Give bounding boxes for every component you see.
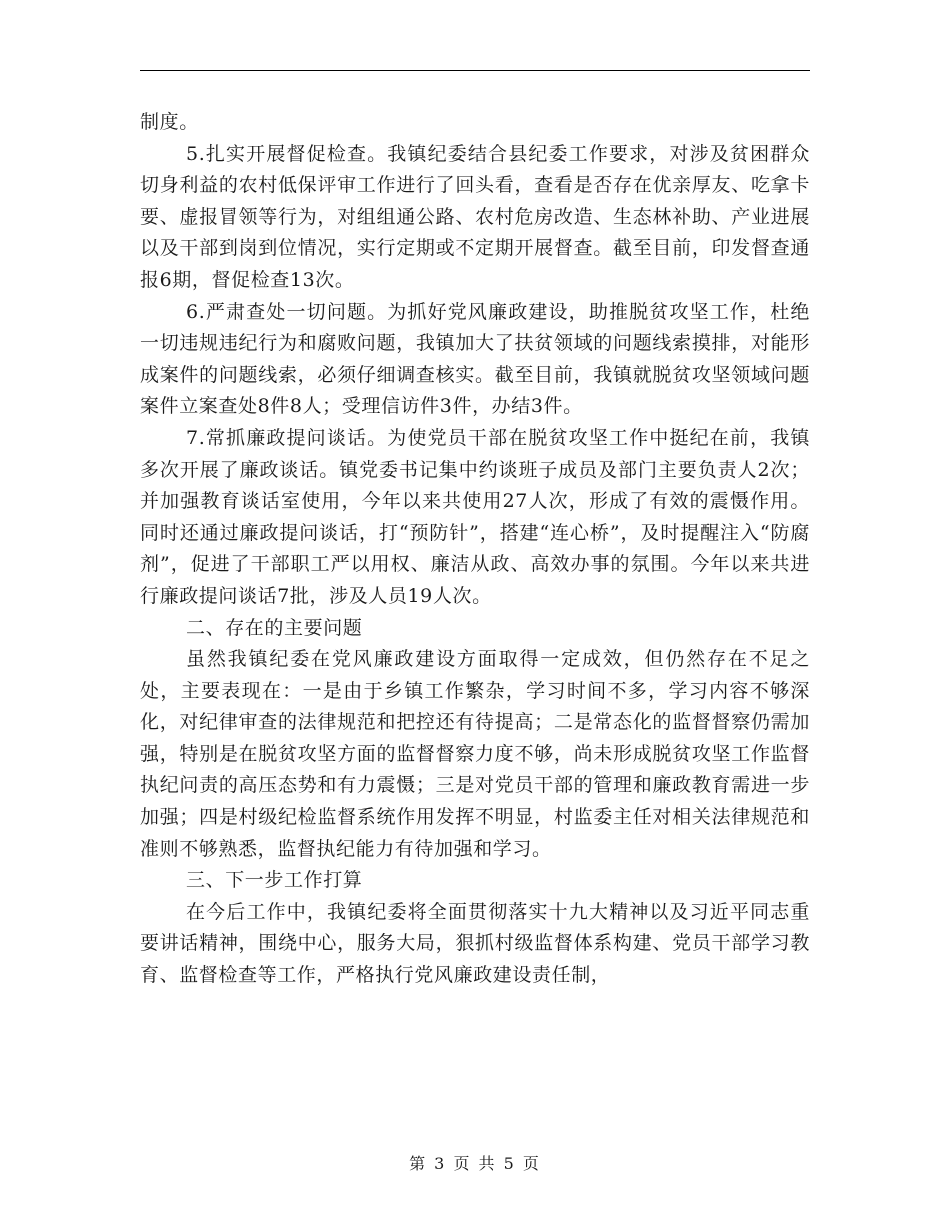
section-heading-problems: 二、存在的主要问题 [186, 616, 363, 639]
document-body [140, 107, 810, 992]
paragraph-next-steps: 在今后工作中，我镇纪委将全面贯彻落实十九大精神以及习近平同志重要讲话精神，围绕中心，服务大局，狠抓村级监督体系构建、党员干部学习教育、监督检查等工作，严格执行党风廉政建设责任制， [140, 900, 810, 987]
paragraph-problems: 虽然我镇纪委在党风廉政建设方面取得一定成效，但仍然存在不足之处，主要表现在：一是由于乡镇工作繁杂，学习时间不多，学习内容不够深化，对纪律审查的法律规范和把控还有待提高；二是常态化的监督督察仍需加强，特别是在脱贫攻坚方面的监督督察力度不够，尚未形成脱贫攻坚工作监督执纪问责的高压态势和有力震慑；三是对党员干部的管理和廉政教育需进一步加强；四是村级纪检监督系统作用发挥不明显，村监委主任对相关法律规范和准则不够熟悉，监督执纪能力有待加强和学习。 [140, 648, 810, 860]
paragraph-continuation: 制度。 [140, 111, 199, 133]
paragraph-item-5: 5.扎实开展督促检查。我镇纪委结合县纪委工作要求，对涉及贫困群众切身利益的农村低保评审工作进行了回头看，查看是否存在优亲厚友、吃拿卡要、虚报冒领等行为，对组组通公路、农村危房改造、生态林补助、产业进展以及干部到岗到位情况，实行定期或不定期开展督查。截至目前，印发督查通报6期，督促检查13次。 [140, 142, 810, 291]
header-rule [140, 70, 810, 71]
paragraph-item-7: 7.常抓廉政提问谈话。为使党员干部在脱贫攻坚工作中挺纪在前，我镇多次开展了廉政谈话。镇党委书记集中约谈班子成员及部门主要负责人2次；并加强教育谈话室使用，今年以来共使用27人次，形成了有效的震慑作用。同时还通过廉政提问谈话，打“预防针”，搭建“连心桥”，及时提醒注入“防腐剂”，促进了干部职工严以用权、廉洁从政、高效办事的氛围。今年以来共进行廉政提问谈话7批，涉及人员19人次。 [140, 426, 810, 607]
page-footer: 第 3 页 共 5 页 [409, 1154, 541, 1173]
section-heading-next-steps: 三、下一步工作打算 [186, 869, 363, 892]
paragraph-item-6: 6.严肃查处一切问题。为抓好党风廉政建设，助推脱贫攻坚工作，杜绝一切违规违纪行为和腐败问题，我镇加大了扶贫领域的问题线索摸排，对能形成案件的问题线索，必须仔细调查核实。截至目前，我镇就脱贫攻坚领域问题案件立案查处8件8人；受理信访件3件，办结3件。 [140, 300, 810, 418]
